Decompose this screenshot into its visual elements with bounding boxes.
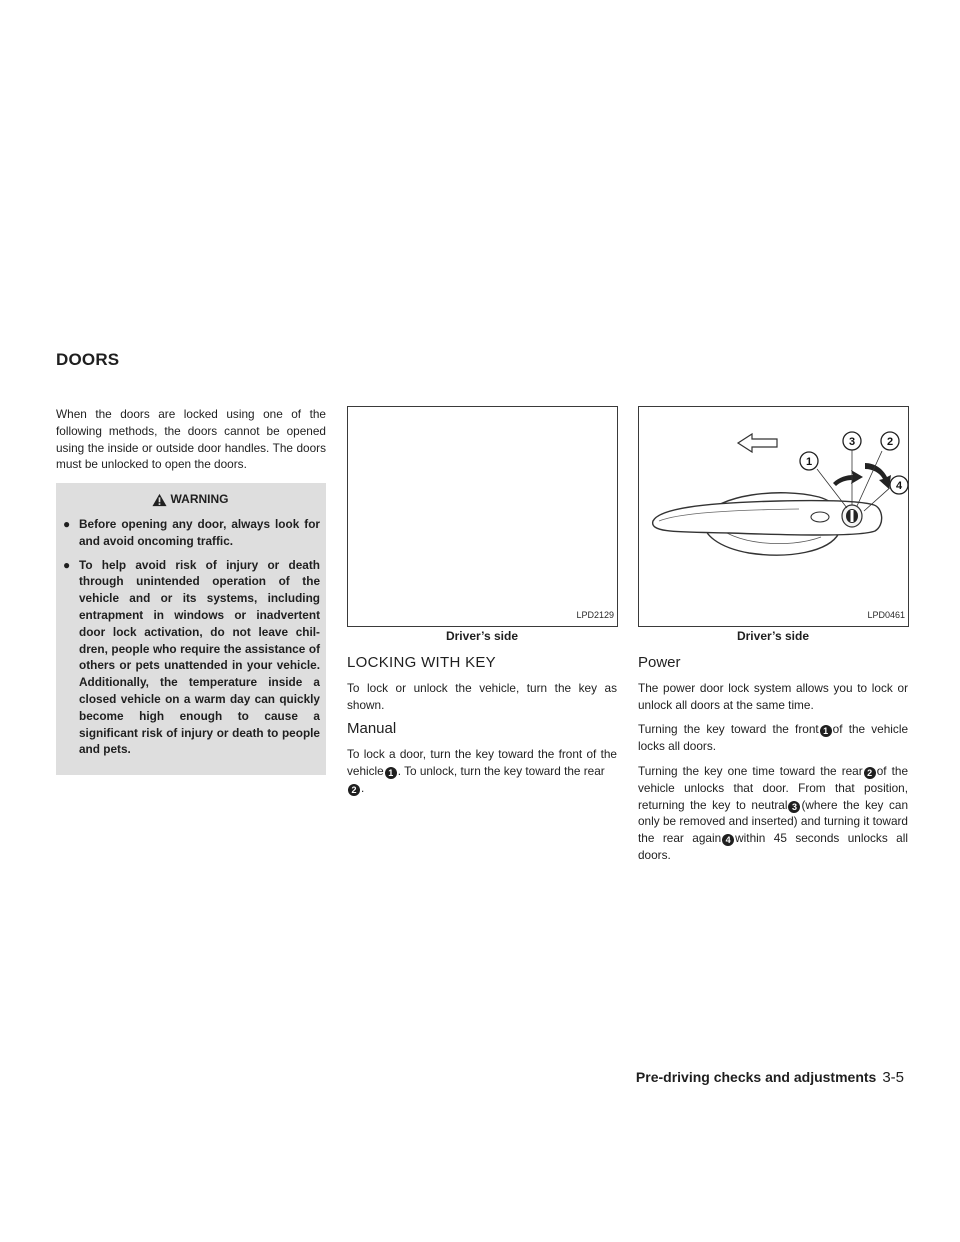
locking-with-key-text: To lock or unlock the vehicle, turn the key as shown. — [347, 680, 617, 712]
warning-item — [60, 557, 320, 759]
callout-1-marker: 1 — [385, 767, 397, 779]
footer-chapter: Pre-driving checks and adjustments — [635, 1069, 877, 1085]
warning-triangle-icon — [152, 493, 167, 507]
rotate-rear-arrow-icon — [865, 463, 891, 489]
rotate-front-arrow-icon — [833, 470, 863, 486]
warning-item-text: To help avoid risk of injury or death through unintended operation of the vehicle and or its systems, including entrapment in windows or inadvertent door lock activation, do not leave chil-dren, people who require the assistance of others or pets unattended in your vehicle. Additionally, the temperature inside a closed vehicle on a warm day can quickly become high enough to cause a significant risk of injury or death to people and pets. — [79, 557, 320, 757]
callout-4: 4 — [895, 480, 903, 492]
front-arrow-icon — [738, 434, 777, 452]
column-right — [638, 406, 908, 872]
figure-caption: Driver’s side — [445, 629, 519, 643]
callout-1-marker: 1 — [820, 725, 832, 737]
figure-caption: Driver’s side — [736, 629, 810, 643]
power-paragraph-2: Turning the key toward the front 1 of the vehicle locks all doors. — [638, 722, 909, 754]
warning-list — [60, 516, 320, 758]
figure-lpd2129 — [347, 406, 618, 627]
warning-box — [56, 483, 326, 775]
callout-4-marker: 4 — [722, 834, 734, 846]
warning-item — [60, 516, 320, 550]
manual-text: To lock a door, turn the key toward the front of the vehicle 1 . To unlock, turn the key toward the rear 2 . — [347, 747, 617, 795]
intro-paragraph: When the doors are locked using one of the following methods, the doors cannot be opened using the inside or outside door handles. The doors must be unlocked to open the doors. — [56, 407, 326, 472]
page-footer — [636, 1069, 904, 1086]
heading-locking-with-key: LOCKING WITH KEY — [347, 654, 496, 671]
warning-heading — [60, 491, 320, 508]
door-handle-diagram — [639, 407, 908, 626]
callout-2-marker: 2 — [348, 784, 360, 796]
power-paragraph-1: The power door lock system allows you to lock or unlock all doors at the same time. — [638, 680, 908, 712]
callout-3-marker: 3 — [788, 801, 800, 813]
callout-2: 2 — [886, 436, 894, 448]
column-left — [56, 406, 326, 775]
callout-2-marker: 2 — [864, 767, 876, 779]
figure-code: LPD0461 — [867, 610, 905, 621]
power-paragraph-3: Turning the key one time toward the rear 2 of the vehicle unlocks that door. From that position, returning the key to neutral 3 (where the key can only be removed and inserted) and turning it toward the rear again 4 within 45 seconds unlocks all doors. — [638, 763, 909, 862]
callout-1: 1 — [805, 456, 813, 468]
callout-3: 3 — [848, 436, 856, 448]
bullet-icon: ● — [63, 557, 71, 572]
figure-code: LPD2129 — [576, 610, 614, 621]
column-middle — [347, 406, 617, 805]
warning-item-text: Before opening any door, always look for and avoid oncoming traffic. — [79, 516, 320, 548]
bullet-icon: ● — [63, 516, 71, 531]
figure-lpd0461 — [638, 406, 909, 627]
heading-power: Power — [638, 654, 681, 671]
page-number: 3-5 — [882, 1069, 904, 1086]
warning-heading-text: WARNING — [170, 492, 229, 507]
heading-manual: Manual — [347, 720, 397, 738]
section-title: DOORS — [56, 350, 120, 369]
